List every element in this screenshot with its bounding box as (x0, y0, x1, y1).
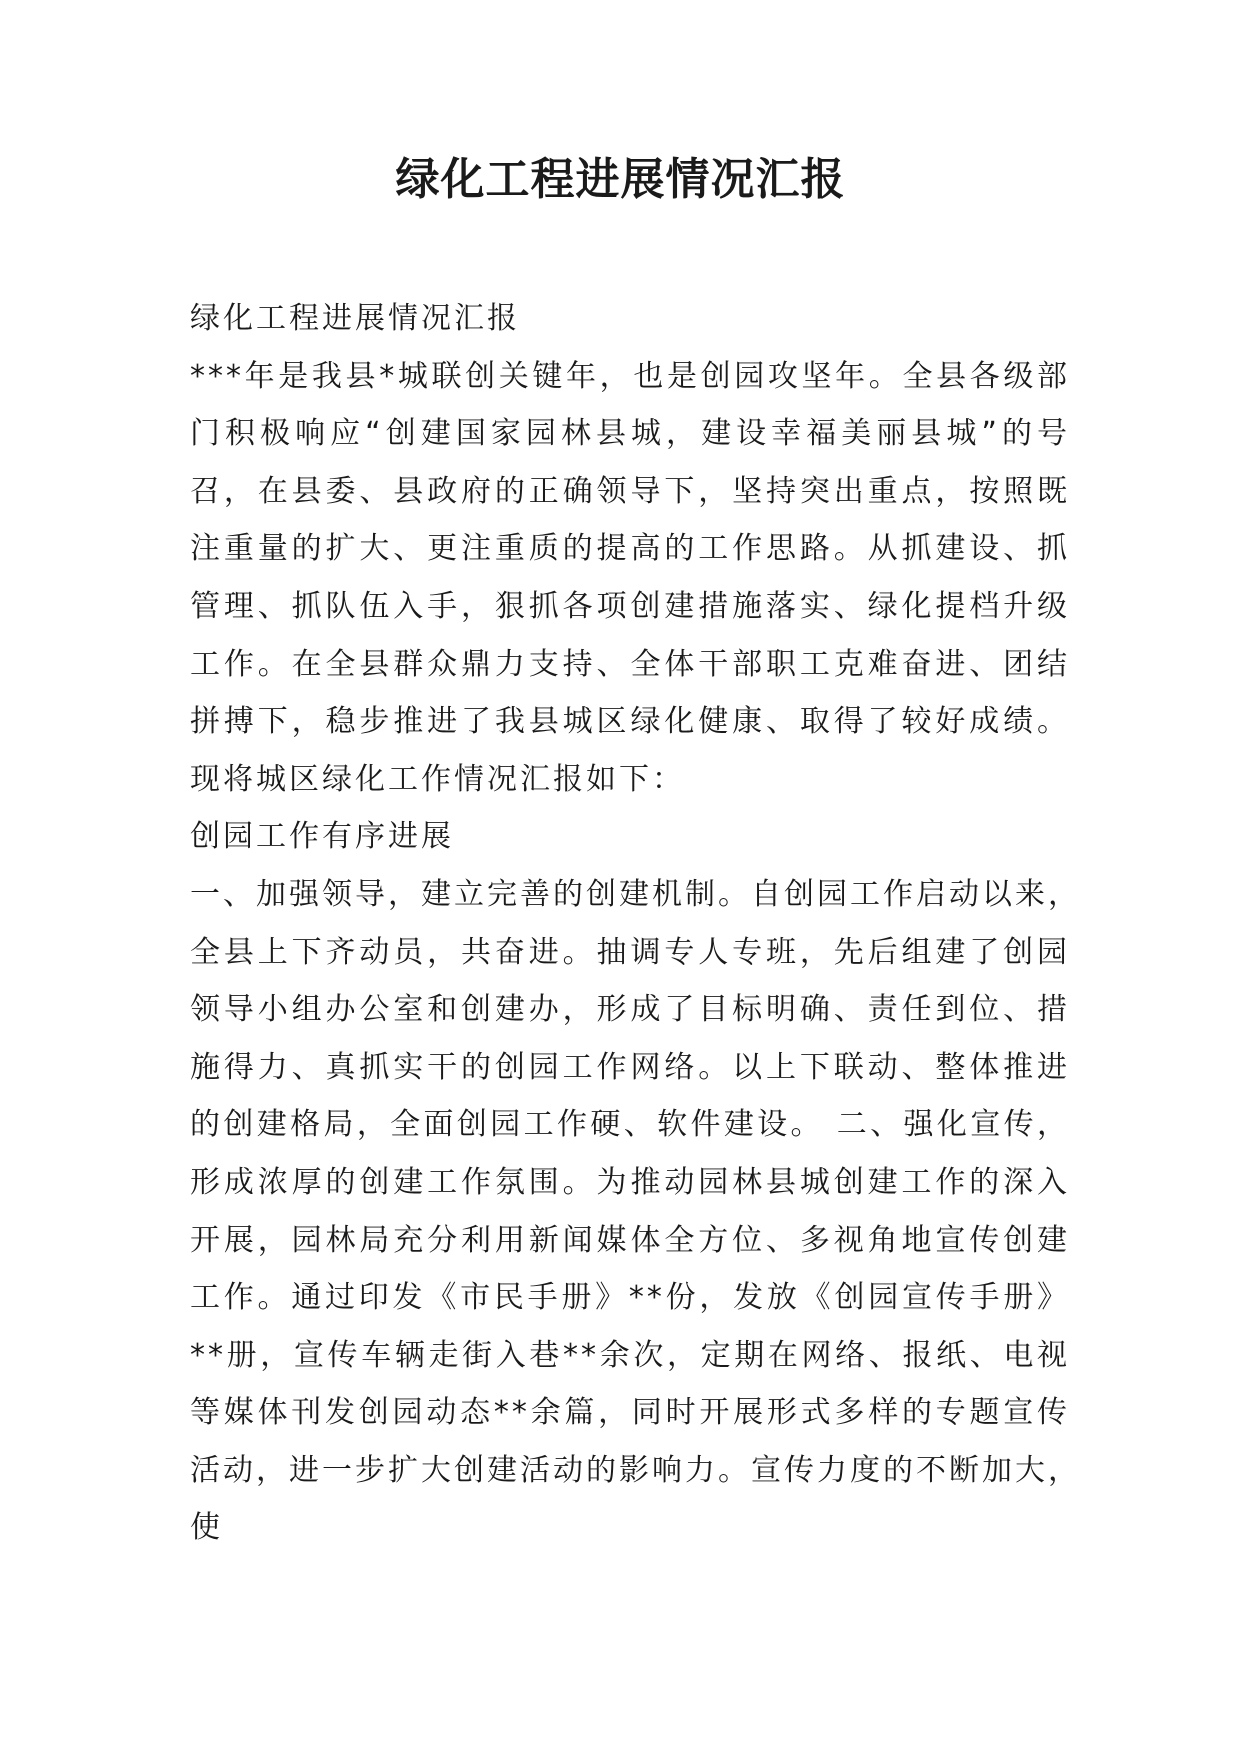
document-body (190, 290, 1081, 1557)
section-heading: 创园工作有序进展 (190, 819, 454, 855)
body-line: 门积极响应“创建国家园林县城，建设幸福美丽县城”的号 (190, 416, 1070, 452)
body-line: 召，在县委、县政府的正确领导下，坚持突出重点，按照既 (190, 473, 1070, 509)
body-line: 拼搏下，稳步推进了我县城区绿化健康、取得了较好成绩。 (190, 704, 1070, 740)
body-line: 工作。通过印发《市民手册》**份，发放《创园宣传手册》 (190, 1280, 1070, 1316)
body-line: 使 (190, 1510, 223, 1546)
body-line: 活动，进一步扩大创建活动的影响力。宣传力度的不断加大， (190, 1452, 1081, 1488)
body-line: 绿化工程进展情况汇报 (190, 301, 520, 336)
body-line: 开展，园林局充分利用新闻媒体全方位、多视角地宣传创建 (190, 1222, 1070, 1258)
body-line: 现将城区绿化工作情况汇报如下： (190, 761, 685, 797)
body-line: 一、加强领导，建立完善的创建机制。自创园工作启动以来， (190, 876, 1081, 912)
body-line: 形成浓厚的创建工作氛围。为推动园林县城创建工作的深入 (190, 1164, 1070, 1200)
body-line: 全县上下齐动员，共奋进。抽调专人专班，先后组建了创园 (190, 934, 1070, 970)
body-line: 等媒体刊发创园动态**余篇，同时开展形式多样的专题宣传 (190, 1395, 1070, 1431)
body-line: ***年是我县*城联创关键年，也是创园攻坚年。全县各级部 (190, 358, 1070, 394)
body-line: 领导小组办公室和创建办，形成了目标明确、责任到位、措 (190, 992, 1070, 1028)
document-title: 绿化工程进展情况汇报 (395, 154, 846, 205)
body-line: 注重量的扩大、更注重质的提高的工作思路。从抓建设、抓 (190, 531, 1070, 567)
body-line: 工作。在全县群众鼎力支持、全体干部职工克难奋进、团结 (190, 646, 1070, 682)
body-line: 管理、抓队伍入手，狠抓各项创建措施落实、绿化提档升级 (190, 588, 1070, 624)
body-line: 施得力、真抓实干的创园工作网络。以上下联动、整体推进 (190, 1049, 1070, 1085)
body-line: 的创建格局，全面创园工作硬、软件建设。 二、强化宣传， (190, 1107, 1070, 1143)
body-line: **册，宣传车辆走街入巷**余次，定期在网络、报纸、电视 (190, 1337, 1070, 1373)
